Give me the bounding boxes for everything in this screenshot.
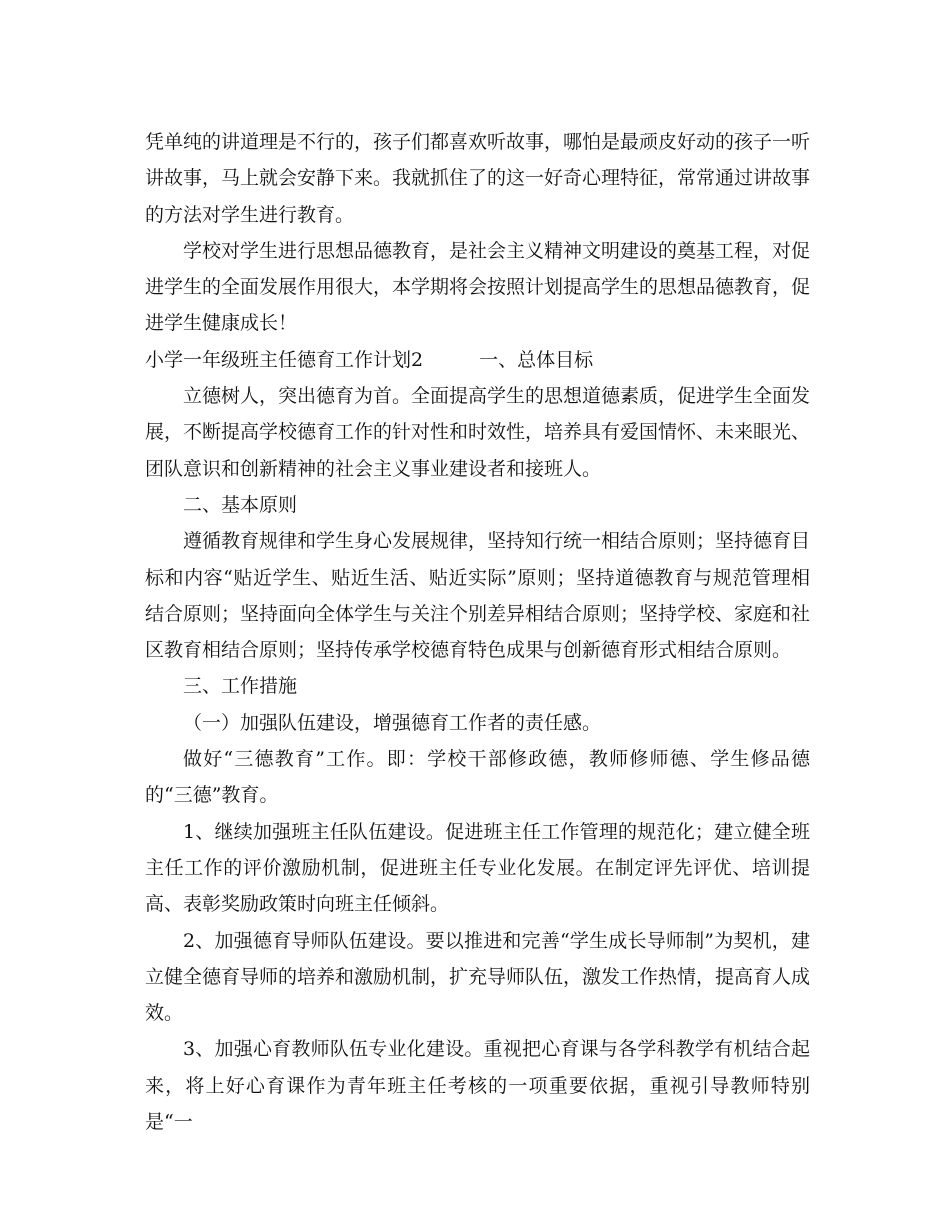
subsection1-heading: （一）加强队伍建设，增强德育工作者的责任感。: [183, 711, 602, 734]
item-3: 3、加强心育教师队伍专业化建设。重视把心育课与各学科教学有机结合起来，将上好心育课作为青年班主任考核的一项重要依据，重视引导教师特别是“一: [145, 1038, 810, 1134]
item-1: 1、继续加强班主任队伍建设。促进班主任工作管理的规范化；建立健全班主任工作的评价激励机制，促进班主任专业化发展。在制定评先评优、培训提高、表彰奖励政策时向班主任倾斜。: [145, 820, 810, 916]
section1-body: 立德树人，突出德育为首。全面提高学生的思想道德素质，促进学生全面发展，不断提高学校德育工作的针对性和时效性，培养具有爱国情怀、未来眼光、团队意识和创新精神的社会主义事业建设者和接班人。: [145, 385, 811, 480]
subsection1-intro: 做好“三德教育”工作。即：学校干部修政德，教师修师德、学生修品德的“三德”教育。: [145, 748, 810, 807]
section1-heading: 一、总体目标: [479, 348, 594, 371]
document-body: [145, 124, 810, 1140]
paragraph-storytelling: 凭单纯的讲道理是不行的，孩子们都喜欢听故事，哪怕是最顽皮好动的孩子一听讲故事，马上就会安静下来。我就抓住了的这一好奇心理特征，常常通过讲故事的方法对学生进行教育。: [145, 131, 811, 226]
item-2: 2、加强德育导师队伍建设。要以推进和完善“学生成长导师制”为契机，建立健全德育导师的培养和激励机制，扩充导师队伍，激发工作热情，提高育人成效。: [145, 929, 811, 1025]
paragraph-moral-education-summary: 学校对学生进行思想品德教育，是社会主义精神文明建设的奠基工程，对促进学生的全面发展作用很大，本学期将会按照计划提高学生的思想品德教育，促进学生健康成长！: [145, 239, 811, 335]
section2-heading: 二、基本原则: [183, 493, 298, 516]
plan-title-line: [145, 342, 810, 378]
plan-title: 小学一年级班主任德育工作计划2: [145, 348, 424, 371]
section3-heading: 三、工作措施: [183, 675, 298, 698]
section2-body: 遵循教育规律和学生身心发展规律，坚持知行统一相结合原则；坚持德育目标和内容“贴近学生、贴近生活、贴近实际”原则；坚持道德教育与规范管理相结合原则；坚持面向全体学生与关注个别差异相结合原则；坚持学校、家庭和社区教育相结合原则；坚持传承学校德育特色成果与创新德育形式相结合原则。: [145, 530, 811, 662]
